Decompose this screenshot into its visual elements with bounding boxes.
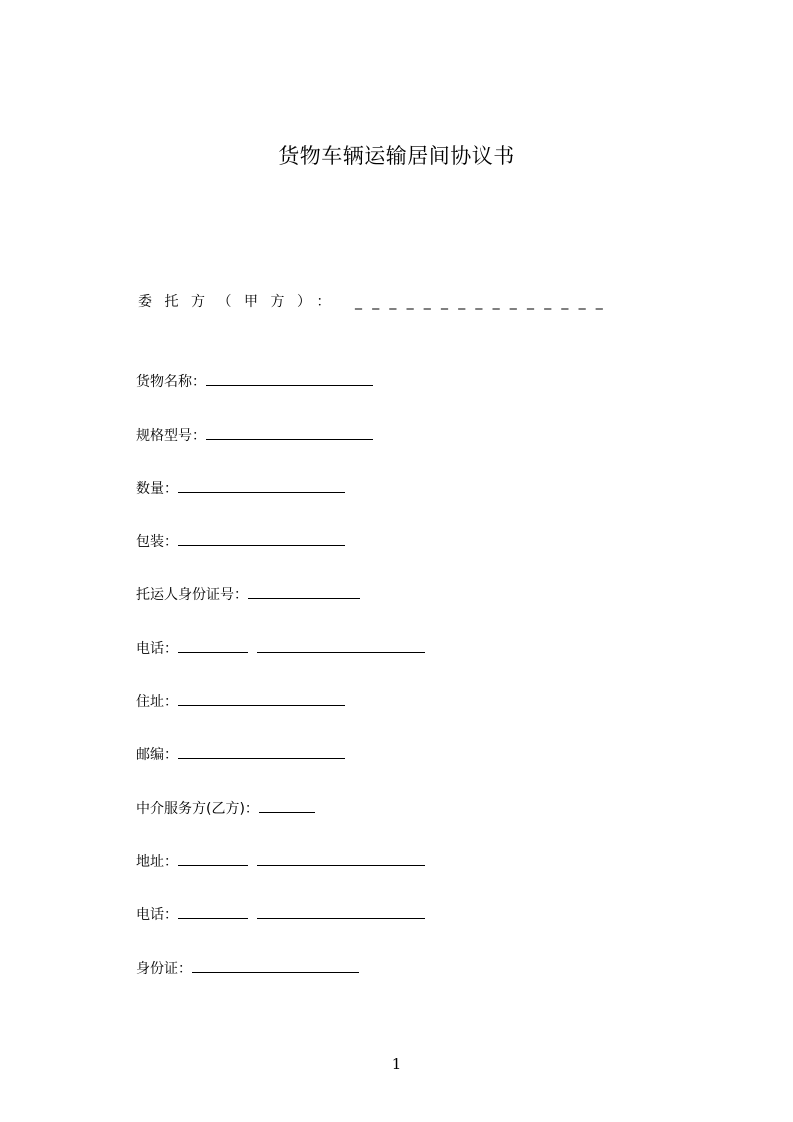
fill-blank[interactable] — [206, 372, 373, 386]
field-label: 数量： — [136, 481, 178, 497]
field-phone-b — [136, 905, 425, 924]
party-a-blank[interactable]: _______________ — [355, 294, 613, 310]
fill-blank[interactable] — [178, 745, 345, 759]
field-label: 邮编： — [136, 747, 178, 763]
field-label: 包装： — [136, 534, 178, 550]
field-postcode — [136, 745, 345, 764]
field-cargo-name — [136, 372, 373, 391]
document-title: 货物车辆运输居间协议书 — [278, 144, 515, 168]
fill-blank[interactable] — [257, 905, 425, 919]
fill-blank[interactable] — [178, 852, 248, 866]
field-id-card — [136, 959, 359, 978]
field-label: 地址： — [136, 854, 178, 870]
field-address — [136, 852, 425, 871]
field-label: 中介服务方(乙方)： — [136, 801, 259, 817]
field-packaging — [136, 532, 345, 551]
fill-blank[interactable] — [248, 585, 360, 599]
fill-blank[interactable] — [206, 426, 373, 440]
field-label: 电话： — [136, 907, 178, 923]
fill-blank[interactable] — [257, 639, 425, 653]
party-a-label: 委托方（甲方）： — [138, 294, 343, 310]
field-label: 托运人身份证号： — [136, 587, 248, 603]
field-residence — [136, 692, 345, 711]
page-number: 1 — [391, 1055, 402, 1073]
fill-blank[interactable] — [178, 532, 345, 546]
fill-blank[interactable] — [259, 799, 315, 813]
field-spec-model — [136, 426, 373, 445]
field-phone-a — [136, 639, 425, 658]
field-party-b — [136, 799, 315, 818]
fill-blank[interactable] — [178, 692, 345, 706]
field-label: 货物名称： — [136, 374, 206, 390]
fill-blank[interactable] — [192, 959, 359, 973]
fill-blank[interactable] — [178, 479, 345, 493]
field-label: 规格型号： — [136, 428, 206, 444]
field-quantity — [136, 479, 345, 498]
field-label: 身份证： — [136, 961, 192, 977]
fill-blank[interactable] — [257, 852, 425, 866]
field-label: 电话： — [136, 641, 178, 657]
fill-blank[interactable] — [178, 905, 248, 919]
fill-blank[interactable] — [178, 639, 248, 653]
field-shipper-id — [136, 585, 360, 604]
field-label: 住址： — [136, 694, 178, 710]
party-a-line — [138, 291, 613, 311]
